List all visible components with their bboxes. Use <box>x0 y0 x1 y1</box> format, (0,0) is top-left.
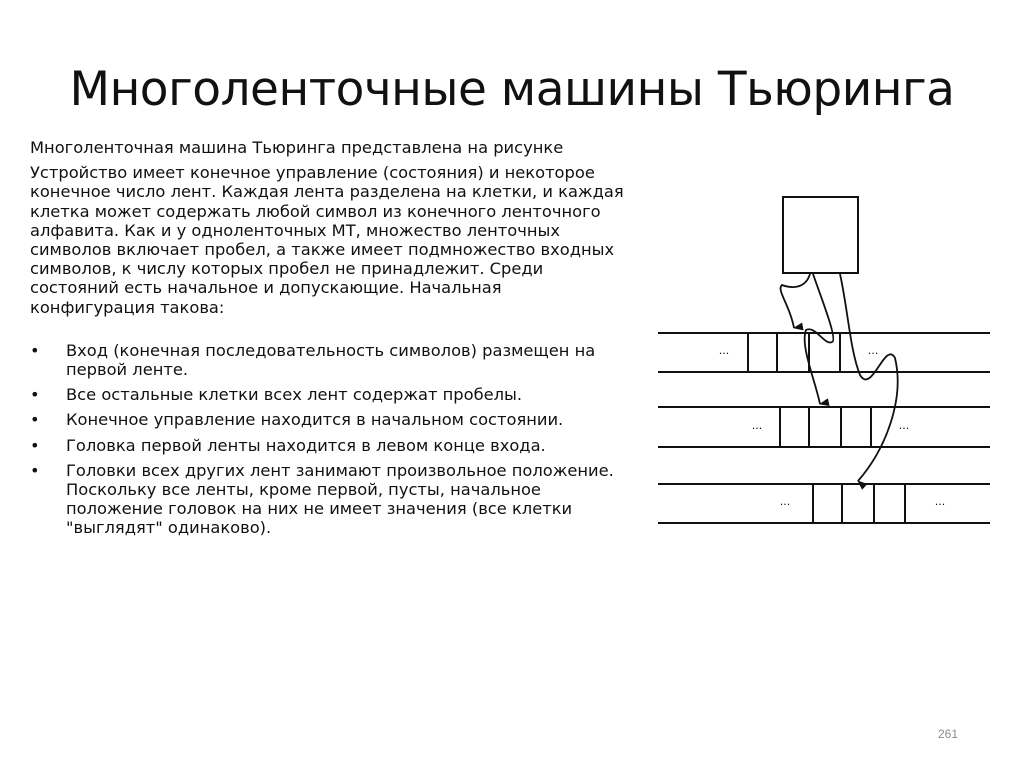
list-item: • Все остальные клетки всех лент содержат пробелы. <box>30 385 523 405</box>
bullet-icon: • <box>30 410 40 430</box>
tape-1-left-ellipsis: ... <box>718 344 730 357</box>
head-3-arrow <box>840 274 898 481</box>
tape-2-right-ellipsis: ... <box>898 419 910 432</box>
page-number: 261 <box>938 727 959 741</box>
tape-2 <box>658 407 990 447</box>
description-paragraph: Устройство имеет конечное управление (состояния) и некоторое конечное число лент. Каждая лента разделена на клетки, и каждая клетка может содержать любой символ из конечного ленточного алфавита. Как и у одноленточных МТ, множество ленточных символов включает пробел, а также имеет подмножество входных символов, к числу которых пробел не принадлежит. Среди состояний есть начальное и допускающие. Начальная конфигурация такова: <box>30 163 624 317</box>
list-item: • Головки всех других лент занимают произвольное положение. Поскольку все ленты, кроме первой, пусты, начальное положение головок на них не имеет значения (все клетки "выглядят" одинаково). <box>30 460 614 538</box>
slide-title: Многоленточные машины Тьюринга <box>69 62 955 117</box>
tape-2-left-ellipsis: ... <box>751 419 763 432</box>
list-item: • Головка первой ленты находится в левом конце входа. <box>30 435 546 455</box>
intro-paragraph: Многоленточная машина Тьюринга представлена на рисунке <box>30 138 564 157</box>
bullet-icon: • <box>30 460 40 480</box>
finite-control-box <box>783 197 858 273</box>
bullet-icon: • <box>30 340 40 360</box>
bullet-icon: • <box>30 385 40 405</box>
list-item: • Вход (конечная последовательность символов) размещен на первой ленте. <box>30 340 596 380</box>
bullet-icon: • <box>30 435 40 455</box>
tape-3-left-ellipsis: ... <box>779 495 791 508</box>
head-1-arrow <box>781 274 810 328</box>
list-item: • Конечное управление находится в начальном состоянии. <box>30 410 564 430</box>
tape-1-right-ellipsis: ... <box>867 344 879 357</box>
tape-3-right-ellipsis: ... <box>934 495 946 508</box>
